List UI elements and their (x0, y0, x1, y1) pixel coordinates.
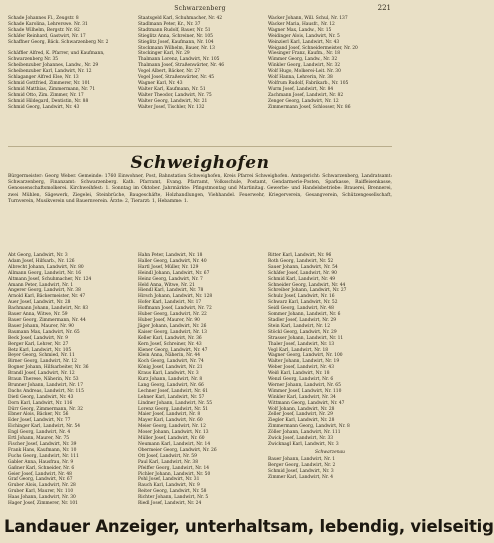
directory-entry: Ziegler Karl, Landwirt, Nr. 28 (268, 418, 335, 424)
directory-entry: Jäger Johann, Landwirt, Nr. 26 (138, 323, 207, 329)
directory-entry: Stadtmann Rudolf, Bauer, Nr. 51 (138, 27, 211, 33)
directory-entry: Hartl Josef, Müller, Nr. 129 (138, 264, 199, 270)
directory-entry: Frank Hans, Kaufmann, Nr. 10 (8, 447, 77, 453)
directory-entry: Stieglitz Josef, Kaufmann, Nr. 104 (138, 39, 214, 45)
directory-entry: Dorn Karl, Landwirt, Nr. 116 (8, 400, 73, 406)
directory-entry: Wolf Hanna, Lehrerin, Nr. 38 (268, 75, 333, 81)
directory-entry: Kurz Johann, Landwirt, Nr. 8 (138, 377, 203, 383)
section-divider (8, 146, 392, 147)
directory-entry: Albrecht Johann, Landwirt, Nr. 80 (8, 264, 84, 270)
directory-entry: Schreiber Johann, Landwirt, Nr. 27 (268, 288, 347, 294)
directory-entry: Strasser Johann, Landwirt, Nr. 11 (268, 335, 344, 341)
directory-entry: Walter Theodor, Landwirt, Nr. 75 (138, 92, 212, 98)
directory-entry: Thalmann Lorenz, Landwirt, Nr. 105 (138, 57, 220, 63)
directory-entry: Fuchs Georg, Landwirt, Nr. 111 (8, 453, 79, 459)
directory-entry: Baumann Max, Landwirt, Nr. 65 (8, 329, 80, 335)
directory-entry: Richter Johann, Landwirt, Nr. 5 (138, 495, 209, 501)
directory-entry: Schwarzenberg Nr. 35 (8, 57, 59, 63)
top-directory-columns (8, 16, 392, 136)
bottom-column-1 (8, 253, 132, 518)
directory-entry: Schmid Josef, Landwirt, Nr. 3 (268, 468, 334, 474)
directory-entry: Schmid Hildegard, Dentistin, Nr. 88 (8, 98, 89, 104)
directory-entry: Gruber Karl, Maurer, Nr. 110 (8, 489, 74, 495)
directory-entry: Sauer Johann, Landwirt, Nr. 54 (268, 264, 338, 270)
directory-entry: Wiesinger Franz, Kaufm., Nr. 18 (268, 51, 341, 57)
directory-entry: Walter Georg, Landwirt, Nr. 21 (138, 98, 208, 104)
directory-entry: Hager Josef, Zimmerer, Nr. 101 (8, 501, 78, 507)
directory-entry: Keller Karl, Landwirt, Nr. 36 (138, 335, 202, 341)
directory-entry: Schmid Otto, Zim. Zimmer, Nr. 17 (8, 92, 84, 98)
directory-entry: Brandl Josef, Landwirt, Nr. 12 (8, 371, 75, 377)
directory-entry: Stockinger Karl, Nr. 29 (138, 51, 190, 57)
directory-entry: Riedl Josef, Landwirt, Nr. 24 (138, 501, 202, 507)
directory-entry: Angerer Georg, Landwirt, Nr. 38 (8, 288, 81, 294)
directory-entry: Schmid Georg, Landwirt, Nr. 43 (8, 104, 80, 110)
directory-entry: Lorenz Georg, Landwirt, Nr. 51 (138, 406, 209, 412)
directory-entry: Bauer Johann, Landwirt, Nr. 1 (268, 456, 336, 462)
directory-entry: Altmann Josef, Schuhmacher, Nr. 124 (8, 276, 92, 282)
directory-entry: Meier Georg, Landwirt, Nr. 12 (138, 424, 206, 430)
directory-entry: Kiener Georg, Landwirt, Nr. 47 (138, 347, 208, 353)
directory-entry: Heinz Georg, Landwirt, Nr. 7 (138, 276, 203, 282)
directory-entry: Berger Georg, Landwirt, Nr. 2 (268, 462, 336, 468)
directory-entry: Pfeiffer Georg, Landwirt, Nr. 14 (138, 465, 210, 471)
directory-entry: Wacker Johann, Will. Schul, Nr. 137 (268, 16, 348, 21)
directory-entry: Sommer Johann, Landwirt, Nr. 6 (268, 312, 341, 318)
directory-entry: Walter Johann, Landwirt, Nr. 19 (268, 359, 340, 365)
directory-entry: Schneider Georg, Landwirt, Nr. 44 (268, 282, 346, 288)
directory-entry: Haas Johann, Landwirt, Nr. 30 (8, 495, 76, 501)
bottom-column-3 (268, 253, 392, 518)
directory-entry: Wolf Hugo, Molkerei-Leit. Nr. 30 (268, 69, 341, 75)
directory-entry: Gaßner Karl, Schneider, Nr. 6 (8, 465, 75, 471)
directory-entry: Seidl Georg, Landwirt, Nr. 48 (268, 306, 334, 312)
directory-entry: Geier Josef, Landwirt, Nr. 48 (8, 471, 72, 477)
directory-entry: Stockmann Wilhelm, Bauer, Nr. 13 (138, 45, 215, 51)
directory-entry: Schlaganger Alfred Else, Nr. 13 (8, 75, 79, 81)
directory-entry: Schade Johannes Fl., Zeugstr. 8 (8, 16, 79, 21)
directory-entry: König Josef, Landwirt, Nr. 21 (138, 365, 203, 371)
directory-entry: Dachs Andreas, Landwirt, Nr. 115 (8, 388, 84, 394)
directory-entry: Schaffner Georg, Bäck. Schwarzenberg Nr. 2 (8, 39, 109, 45)
sub-locality-heading: Schwarzenau (315, 449, 345, 455)
directory-entry: Koch Georg, Landwirt, Nr. 74 (138, 359, 204, 365)
directory-entry: Schade Wilhelm, Bergstr. Nr. 82 (8, 27, 80, 33)
directory-entry: Braun Therese, Näherin, Nr. 53 (8, 377, 79, 383)
directory-entry: Bauer Johann, Maurer, Nr. 90 (8, 323, 74, 329)
directory-entry: Ott Josef, Landwirt, Nr. 59 (138, 453, 197, 459)
directory-entry: Birner Georg, Landwirt, Nr. 12 (8, 359, 77, 365)
directory-entry: Schmid Gottfried, Zimmerer, Nr. 101 (8, 80, 91, 86)
directory-entry: Staatsgeld Karl, Schuhmacher, Nr. 42 (138, 16, 223, 21)
directory-entry: Kraus Karl, Landwirt, Nr. 3 (138, 371, 199, 377)
directory-entry: Paul Karl, Landwirt, Nr. 38 (138, 459, 199, 465)
directory-entry: Scheibenzuber Karl, Landwirt, Nr. 12 (8, 69, 92, 75)
directory-entry: Stieglitz Anna, Schreiner, Nr. 105 (138, 33, 213, 39)
directory-entry: Eder Josef, Landwirt, Nr. 77 (8, 418, 71, 424)
directory-entry: Zwick Josef, Landwirt, Nr. 33 (268, 436, 334, 442)
directory-entry: Stadler Josef, Landwirt, Nr. 29 (268, 317, 337, 323)
directory-entry: Vogel Albert, Bäcker, Nr. 27 (138, 69, 201, 75)
directory-entry: Wagner Karl, Nr. 43 (138, 80, 183, 86)
directory-entry: Zeller Josef, Landwirt, Nr. 29 (268, 412, 333, 418)
directory-entry: Bogner Johann, Hilfsarbeiter, Nr. 36 (8, 365, 89, 371)
directory-entry: Zimmermann Georg, Landwirt, Nr. 8 (268, 424, 350, 430)
directory-entry: Betz Karl, Landwirt, Nr. 105 (8, 347, 72, 353)
directory-entry: Thalmann Josef, Straßenwärter, Nr. 46 (138, 63, 225, 69)
advertisement-banner: Landauer Anzeiger, unterhaltsam, lebendig, vielseitig (4, 517, 494, 536)
directory-entry: Obermeier Georg, Landwirt, Nr. 26 (138, 447, 217, 453)
directory-entry: Werner Johann, Landwirt, Nr. 65 (268, 382, 341, 388)
directory-entry: Dietl Georg, Landwirt, Nr. 43 (8, 394, 74, 400)
directory-entry: Neumann Karl, Landwirt, Nr. 14 (138, 442, 211, 447)
directory-entry: Schmid Matthias, Zimmermann, Nr. 71 (8, 86, 96, 92)
directory-entry: Zenger Georg, Landwirt, Nr. 12 (268, 98, 339, 104)
directory-entry: Schwarz Karl, Landwirt, Nr. 52 (268, 300, 338, 306)
directory-entry: Lechner Josef, Landwirt, Nr. 61 (138, 388, 209, 394)
directory-entry: Winkler Georg, Landwirt, Nr. 32 (268, 63, 341, 69)
directory-entry: Schäffler Alfred, K. Pfarrer, und Kaufmann, (8, 51, 105, 57)
bottom-directory-columns (8, 253, 392, 518)
directory-entry: Wittmann Georg, Landwirt, Nr. 47 (268, 400, 345, 406)
directory-entry: Ritter Karl, Landwirt, Nr. 96 (268, 253, 332, 258)
running-title: Schwarzenberg (174, 5, 226, 12)
directory-entry: Weiß Karl, Landwirt, Nr. 18 (268, 371, 330, 377)
directory-entry: Wagner Max, Landw., Nr. 15 (268, 27, 332, 33)
directory-entry: Berger Karl, Lehrer, Nr. 27 (8, 341, 69, 347)
directory-entry: Gabler Anna, Hausfrau, Nr. 9 (8, 459, 74, 465)
directory-entry: Eichinger Karl, Landwirt, Nr. 54 (8, 424, 81, 430)
page-header (0, 3, 400, 15)
directory-entry: Winkler Karl, Landwirt, Nr. 34 (268, 394, 336, 400)
directory-entry: Hofer Karl, Landwirt, Nr. 17 (138, 300, 202, 306)
directory-entry: Huber Georg, Landwirt, Nr. 22 (138, 312, 207, 318)
directory-entry: Mayer Karl, Landwirt, Nr. 60 (138, 418, 203, 424)
page-number: 221 (377, 4, 391, 12)
directory-entry: Schade Karolina, Lehrerswe. Nr. 31 (8, 21, 88, 27)
directory-entry: Haller Georg, Landwirt, Nr. 40 (138, 258, 207, 264)
directory-entry: Weigand Josef, Schneidermeister, Nr. 20 (268, 45, 358, 51)
directory-entry: Walter Karl, Kaufmann, Nr. 51 (138, 86, 206, 92)
directory-entry: Vogl Karl, Landwirt, Nr. 18 (268, 347, 329, 353)
directory-entry: Auer Josef, Landwirt, Nr. 28 (8, 300, 71, 306)
directory-entry: Pohl Josef, Landwirt, Nr. 31 (138, 477, 200, 483)
directory-entry: Hiendl Karl, Landwirt, Nr. 78 (138, 288, 204, 294)
directory-entry: Schäfer Josef, Landwirt, Nr. 90 (268, 270, 337, 276)
town-intro-paragraph: Bürgermeister: Georg Weber. Gemeinde: 1760 Einwohner, Post, Bahnstation Schweighofen, Kreis Pfarrei Schweighofen. Amtsgericht: Schwarzenberg, Landratsamt: Schwarzenberg, Finanzamt: Schwarzenberg. Kath. Pfarramt, Evang. Pfarramt, Volksschule, Postamt, Gendarmerie-Posten, Sparkasse, Raiffeisenkasse, Genossenschaftsmolkerei. Kirchweihfest: 1. Sonntag im Oktober. Jahrmärkte: Pfingstmontag und Martinitag. Gewerbe- und Handelsbetriebe: Brauerei, Brennerei, zwei Mühlen, Sägewerk, Ziegelei, Steinbrüche, Baugeschäfte, Holzhandlungen, Viehhandel. Feuerwehr, Kriegerverein, Gesangverein, Schützengesellschaft, Turnverein, Musikverein und Bauernverein. Ärzte: 2, Tierarzt: 1, Hebamme: 1. (8, 174, 392, 204)
directory-entry: Weidinger Alois, Landwirt, Nr. 5 (268, 33, 340, 39)
directory-entry: Roth Georg, Landwirt, Nr. 52 (268, 258, 334, 264)
directory-entry: Wacker Maria, Hausfr., Nr. 12 (268, 21, 335, 27)
directory-entry: Lang Georg, Landwirt, Nr. 66 (138, 382, 204, 388)
directory-entry: Maier Josef, Landwirt, Nr. 8 (138, 412, 201, 418)
directory-entry: Brunner Johann, Landwirt, Nr. 17 (8, 382, 84, 388)
directory-entry: Lehner Karl, Landwirt, Nr. 57 (138, 394, 205, 400)
directory-entry: Moser Johann, Landwirt, Nr. 13 (138, 430, 209, 436)
top-column-3 (268, 16, 392, 136)
directory-entry: Thaler Josef, Landwirt, Nr. 13 (268, 341, 335, 347)
directory-entry: Zimmer Karl, Landwirt, Nr. 4 (268, 474, 334, 480)
top-column-1 (8, 16, 132, 136)
directory-entry: Bauer Anna, Witwe, Nr. 59 (8, 312, 68, 318)
directory-entry: Klein Anna, Näherin, Nr. 44 (138, 353, 200, 359)
directory-entry: Graf Georg, Landwirt, Nr. 67 (8, 477, 73, 483)
directory-entry: Beyer Georg, Schmied, Nr. 11 (8, 353, 75, 359)
directory-entry: Dürr Georg, Zimmermann, Nr. 32 (8, 406, 83, 412)
directory-entry: Engl Georg, Landwirt, Nr. 4 (8, 430, 71, 436)
directory-entry: Zachmann Josef, Landwirt, Nr. 82 (268, 92, 344, 98)
directory-entry: Ertl Johann, Maurer, Nr. 75 (8, 436, 70, 442)
directory-entry: Kern Josef, Schreiner, Nr. 43 (138, 341, 202, 347)
directory-entry: Held Anna, Witwe, Nr. 21 (138, 282, 195, 288)
directory-entry: Lindner Johann, Landwirt, Nr. 55 (138, 400, 212, 406)
directory-entry: Zimmermann Josef, Schlosser, Nr. 86 (268, 104, 351, 110)
directory-entry: Wurm Josef, Landwirt, Nr. 84 (268, 86, 334, 92)
directory-entry: Stöckl Georg, Landwirt, Nr. 29 (268, 329, 337, 335)
directory-entry: Vogel Josef, Straßenwärter, Nr. 45 (138, 75, 215, 81)
directory-entry: Hirsch Johann, Landwirt, Nr. 128 (138, 294, 213, 300)
directory-entry: Zöller Johann, Landwirt, Nr. 111 (268, 430, 341, 436)
directory-entry: Allmann Georg, Landwirt, Nr. 16 (8, 270, 82, 276)
directory-entry: Amann Peter, Landwirt, Nr. 1 (8, 282, 74, 288)
bottom-column-2 (138, 253, 262, 518)
directory-entry: Heindl Johann, Landwirt, Nr. 67 (138, 270, 210, 276)
directory-entry: Rauch Karl, Landwirt, Nr. 9 (138, 483, 200, 489)
directory-entry: Ebner Alois, Bäcker, Nr. 56 (8, 412, 69, 418)
top-column-2 (138, 16, 262, 136)
directory-entry: Wimmer Josef, Landwirt, Nr. 110 (268, 388, 342, 394)
directory-entry: Abt Georg, Landwirt, Nr. 3 (8, 253, 68, 258)
directory-entry: Scheibenzuber Johannes, Landw., Nr. 29 (8, 63, 99, 69)
directory-entry: Zwicknagl Karl, Landwirt, Nr. 3 (268, 442, 339, 447)
directory-entry: Walter Josef, Tischler, Nr. 132 (138, 104, 205, 110)
directory-entry: Wimmer Georg, Landw., Nr. 32 (268, 57, 338, 63)
directory-entry: Weber Josef, Landwirt, Nr. 43 (268, 365, 334, 371)
directory-entry: Gruber Alois, Landwirt, Nr. 28 (8, 483, 76, 489)
directory-entry: Stein Karl, Landwirt, Nr. 12 (268, 323, 331, 329)
directory-entry: Beck Josef, Landwirt, Nr. 9 (8, 335, 68, 341)
directory-entry: Schäfer Reinhard, Gastwirt, Nr. 17 (8, 33, 86, 39)
directory-entry: Arnold Karl, Bäckermeister, Nr. 47 (8, 294, 86, 300)
directory-entry: Wenzl Georg, Landwirt, Nr. 6 (268, 377, 334, 383)
directory-entry: Schmid Karl, Landwirt, Nr. 49 (268, 276, 336, 282)
directory-entry: Kaiser Georg, Landwirt, Nr. 13 (138, 329, 207, 335)
directory-entry: Fischer Josef, Landwirt, Nr. 39 (8, 442, 77, 447)
directory-entry: Hahn Peter, Landwirt, Nr. 18 (138, 253, 203, 258)
directory-entry: Bachmann Johann, Landwirt, Nr. 83 (8, 306, 89, 312)
directory-entry: Adam Josef, Hilfsarb., Nr. 126 (8, 258, 75, 264)
directory-entry: Huber Josef, Maurer, Nr. 90 (138, 317, 200, 323)
directory-entry: Reiter Georg, Landwirt, Nr. 58 (138, 489, 207, 495)
directory-entry: Müller Josef, Landwirt, Nr. 60 (138, 436, 205, 442)
directory-entry: Stadlmann Peter, Kr., Nr. 37 (138, 21, 201, 27)
directory-entry: Pichler Johann, Landwirt, Nr. 50 (138, 471, 211, 477)
directory-entry: Wolf Johann, Landwirt, Nr. 28 (268, 406, 335, 412)
town-heading: Schweighofen (130, 153, 270, 173)
directory-entry: Wolfrum Rudolf, Fabrikarb., Nr. 105 (268, 80, 349, 86)
directory-entry: Wagner Georg, Landwirt, Nr. 100 (268, 353, 343, 359)
directory-entry: Hoffmann Josef, Landwirt, Nr. 72 (138, 306, 212, 312)
directory-entry: Schulz Josef, Landwirt, Nr. 16 (268, 294, 335, 300)
directory-entry: Bauer Georg, Zimmermann, Nr. 44 (8, 317, 86, 323)
directory-entry: Weinzierl Karl, Landwirt, Nr. 43 (268, 39, 340, 45)
